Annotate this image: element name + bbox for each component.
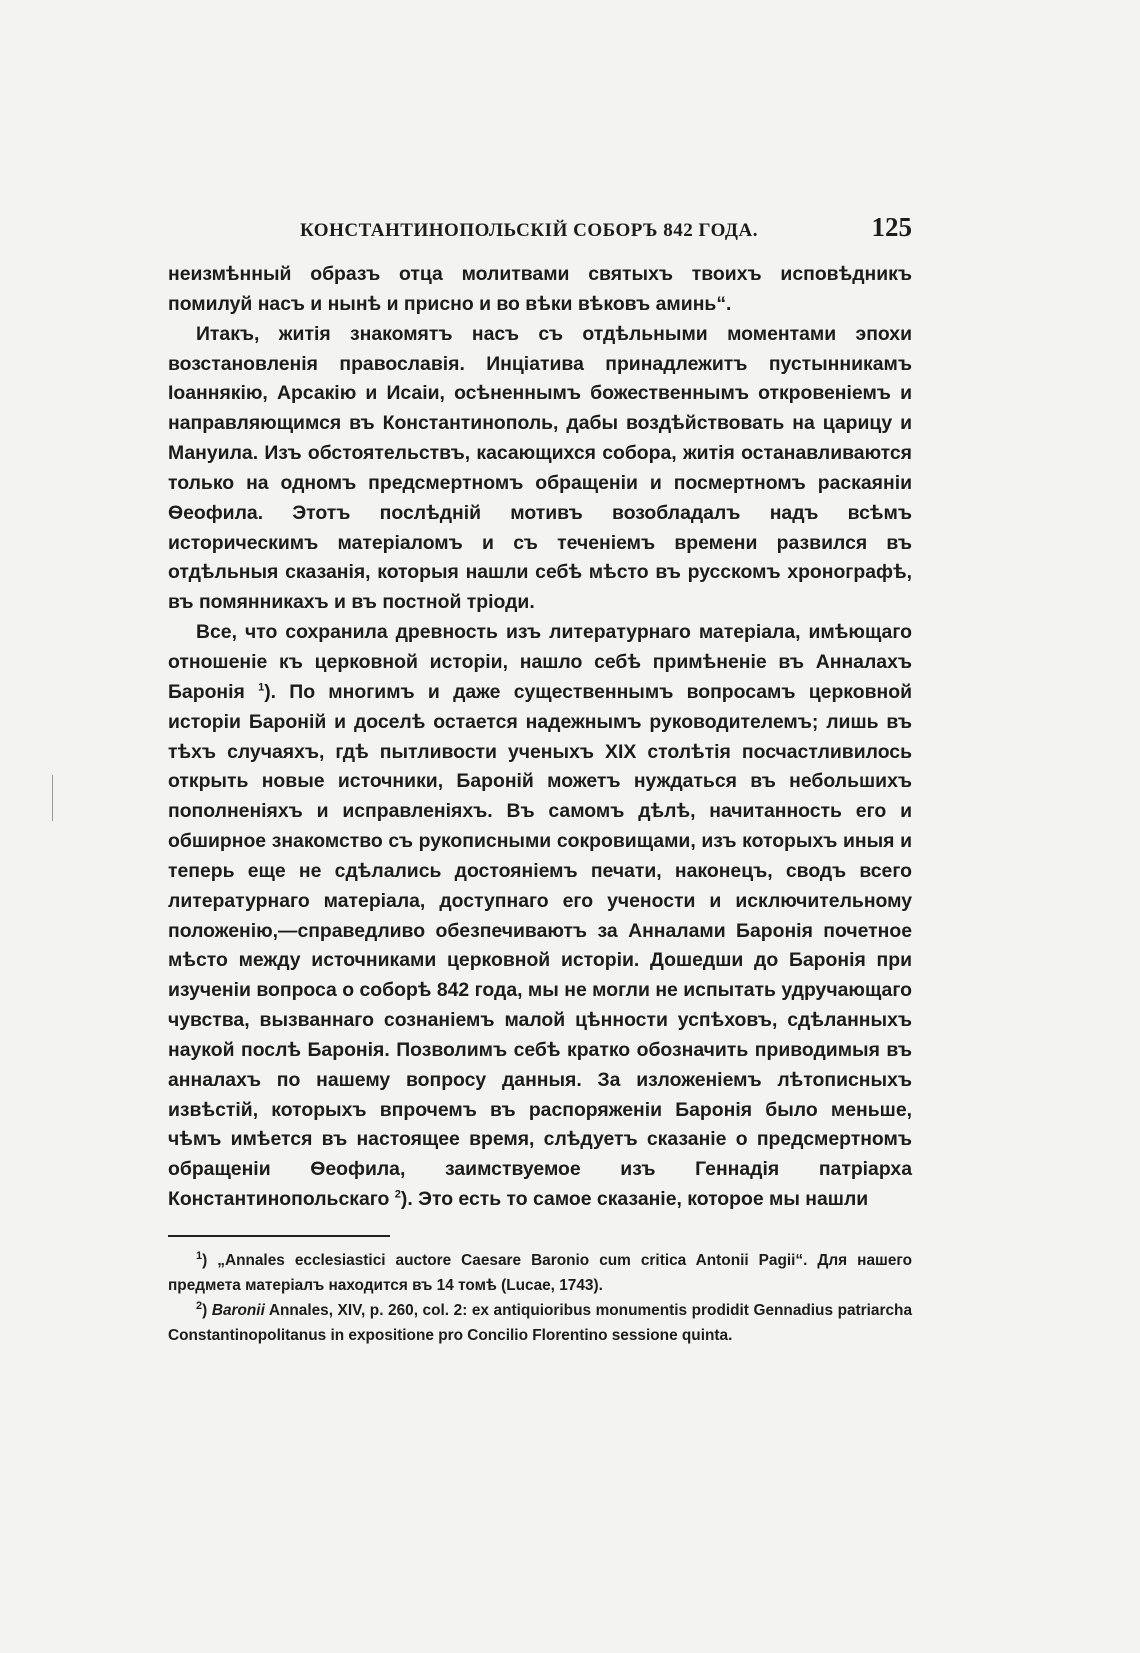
paragraph-baronius (168, 618, 912, 1215)
footnote-ref-1[interactable]: 1 (258, 681, 265, 694)
paragraph-text: ). Это есть то самое сказаніе, которое мы нашли (400, 1188, 869, 1211)
footnote-mark-1: 1 (196, 1249, 203, 1262)
paragraph-text: Все, что сохранила древность изъ литературнаго матеріала, имѣющаго отношеніе къ церковной исторіи, нашло себѣ примѣненіе въ Анналахъ Баронія (168, 621, 912, 703)
paragraph-continuation: неизмѣнный образъ отца молитвами святыхъ твоихъ исповѣдникъ помилуй насъ и нынѣ и присно и во вѣки вѣковъ аминь“. (168, 263, 912, 315)
footnote-divider (168, 1235, 390, 1237)
footnote-author: Baronii (211, 1302, 265, 1319)
footnote-mark-2: 2 (196, 1299, 203, 1312)
footnote-ref-2[interactable]: 2 (394, 1188, 401, 1201)
footnote-1 (168, 1248, 912, 1298)
paragraph-text: ). По многимъ и даже существеннымъ вопросамъ церковной исторіи Бароній и доселѣ остается надежнымъ руководителемъ; лишь въ тѣхъ случаяхъ, гдѣ пытливости ученыхъ XIX столѣтія посчастливилось открыть новые источники, Бароній можетъ нуждаться въ небольшихъ пополненіяхъ и исправленіяхъ. Въ самомъ дѣлѣ, начитанность его и обширное знакомство съ рукописными сокровищами, изъ которыхъ иныя и теперь еще не сдѣлались достояніемъ печати, наконецъ, сводъ всего литературнаго матеріала, доступнаго его учености и исключительному положенію,—справедливо обезпечиваютъ за Анналами Баронія почетное мѣсто между источниками церковной исторіи. Дошедши до Баронія при изученіи вопроса о соборѣ 842 года, мы не могли не испытать удручающаго чувства, вызваннаго сознаніемъ малой цѣнности успѣховъ, сдѣланныхъ наукой послѣ Баронія. Позволимъ себѣ кратко обозначить приводимыя въ анналахъ по нашему вопросу данныя. За изложеніемъ лѣтописныхъ извѣстій, которыхъ впрочемъ въ распоряженіи Баронія было меньше, чѣмъ имѣется въ настоящее время, слѣдуетъ сказаніе о предсмертномъ обращеніи Ѳеофила, заимствуемое изъ Геннадія патріарха Константинопольскаго (168, 680, 912, 1211)
running-title: КОНСТАНТИНОПОЛЬСКІЙ СОБОРЪ 842 ГОДА. (300, 220, 758, 241)
footnote-text: Annales, XIV, p. 260, col. 2: ex antiquioribus monumentis prodidit Gennadius patriarcha Constantinopolitanus in expositione pro Concilio Florentino sessione quinta. (168, 1302, 912, 1344)
body-text (168, 260, 912, 1215)
footnote-2: $^2$) Baronii Annales, XIV, p. 260, col. 2: ex antiquioribus monumentis prodidit Gennadius patriarcha Constantinopolitanus in expositione pro Concilio Florentino sessione quinta. (168, 1299, 912, 1344)
scan-margin-mark (52, 775, 53, 821)
footnotes (168, 1248, 912, 1348)
footnote-text: ) „Annales ecclesiastici auctore Caesare Baronio cum critica Antonii Pagii“. Для нашего предмета матеріалъ находится въ 14 томѣ (Lucae, 1743). (168, 1252, 912, 1294)
page-header (300, 212, 912, 243)
page-number: 125 (871, 212, 912, 242)
paragraph-lives: Итакъ, житія знакомятъ насъ съ отдѣльными моментами эпохи возстановленія православія. Инціатива принадлежитъ пустынникамъ Іоаннякію, Арсакію и Исаіи, осѣненнымъ божественнымъ откровеніемъ и направляющимся въ Константинополь, дабы воздѣйствовать на царицу и Мануила. Изъ обстоятельствъ, касающихся собора, житія останавливаются только на одномъ предсмертномъ обращеніи и посмертномъ раскаяніи Ѳеофила. Этотъ послѣдній мотивъ возобладалъ надъ всѣмъ историческимъ матеріаломъ и съ теченіемъ времени развился въ отдѣльныя сказанія, которыя нашли себѣ мѣсто въ русскомъ хронографѣ, въ помянникахъ и въ постной тріоди. (168, 322, 912, 614)
